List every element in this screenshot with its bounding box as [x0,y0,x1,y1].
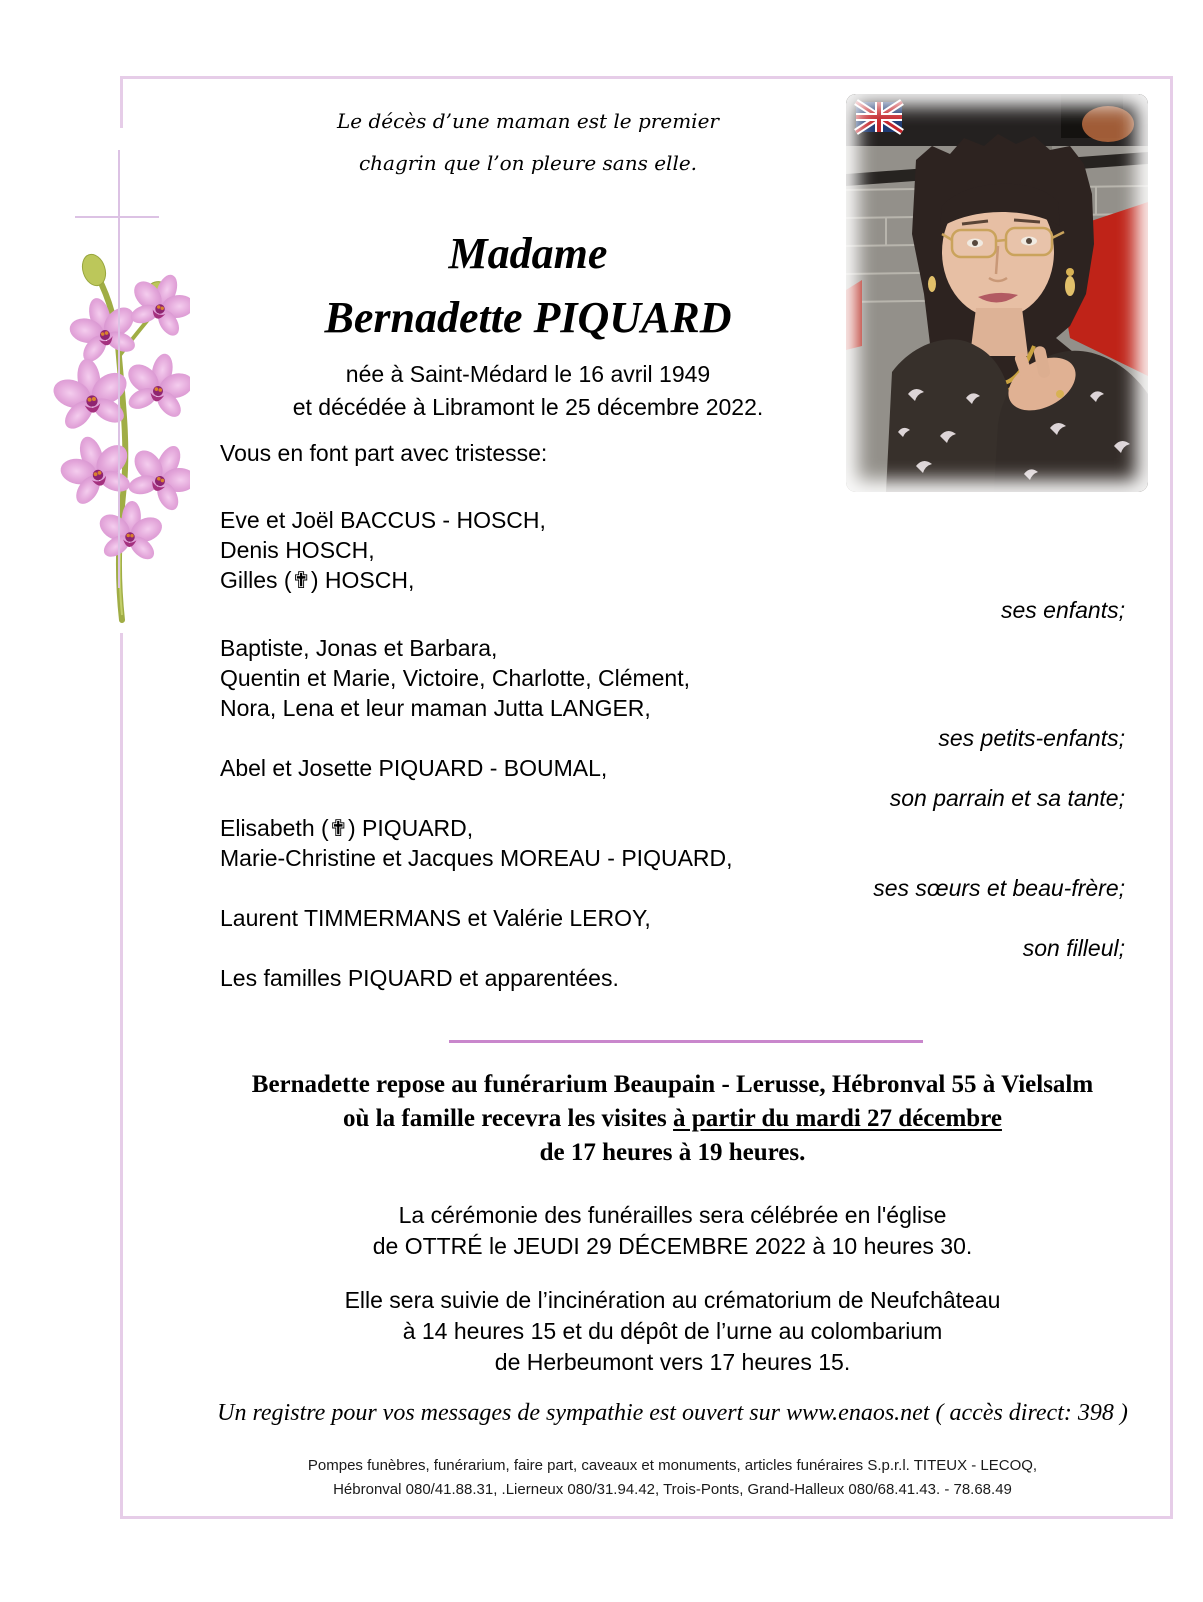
relation-label: son parrain et sa tante; [889,785,1125,811]
family-line: Denis HOSCH, [220,537,375,563]
wake-line-2-prefix: où la famille recevra les visites [343,1105,674,1132]
family-line: Gilles (✟) HOSCH, [220,567,415,593]
wake-line-3: de 17 heures à 19 heures. [539,1139,806,1166]
family-line: Marie-Christine et Jacques MOREAU - PIQUARD, [220,845,733,871]
family-line: Abel et Josette PIQUARD - BOUMAL, [220,755,608,781]
orchid-image [40,225,190,625]
wake-line-2 [160,1102,1185,1136]
family-line: Laurent TIMMERMANS et Valérie LEROY, [220,905,651,931]
wake-date-underlined: à partir du mardi 27 décembre [673,1105,1002,1132]
wake-info [160,1068,1185,1170]
decorative-horizontal-line [75,216,159,218]
family-group-related [220,963,1125,993]
birth-line: née à Saint-Médard le 16 avril 1949 [345,361,711,387]
cremation-line-3: de Herbeumont vers 17 heures 15. [494,1349,851,1375]
family-line: Les familles PIQUARD et apparentées. [220,965,619,991]
deceased-title [220,222,836,350]
family-group-children [220,505,1125,625]
relation-label: ses petits-enfants; [938,725,1125,751]
memorial-quote [220,100,836,184]
family-line: Baptiste, Jonas et Barbara, [220,635,498,661]
cremation-line-1: Elle sera suivie de l’incinération au crématorium de Neufchâteau [344,1287,1001,1313]
ceremony-info [220,1200,1125,1262]
family-group-grandchildren [220,633,1125,753]
family-line: Nora, Lena et leur maman Jutta LANGER, [220,695,651,721]
wake-line-1: Bernadette repose au funérarium Beaupain - Lerusse, Hébronval 55 à Vielsalm [251,1071,1094,1098]
footer-line-2: Hébronval 080/41.88.31, .Lierneux 080/31.94.42, Trois-Ponts, Grand-Halleux 080/68.41.43. - 78.68.49 [333,1481,1012,1498]
family-group-godson [220,903,1125,963]
quote-line-1: Le décès d’une maman est le premier [337,109,719,133]
death-line: et décédée à Libramont le 25 décembre 2022. [292,394,764,420]
footer-line-1: Pompes funèbres, funérarium, faire part, caveaux et monuments, articles funéraires S.p.r.l. TITEUX - LECOQ, [307,1457,1038,1474]
title-prefix: Madame [448,229,608,278]
family-group-godfather-aunt [220,753,1125,813]
family-line: Quentin et Marie, Victoire, Charlotte, Clément, [220,665,691,691]
relation-label: son filleul; [1022,935,1125,961]
cremation-info [220,1285,1125,1378]
funeral-home-footer [220,1454,1125,1502]
announcement-intro: Vous en font part avec tristesse: [220,440,548,466]
vital-dates [220,358,836,424]
portrait-photo [846,94,1148,492]
condolence-register-line: Un registre pour vos messages de sympathie est ouvert sur www.enaos.net ( accès direct: 398 ) [217,1400,1128,1426]
relation-label: ses enfants; [1000,597,1125,623]
ceremony-line-2: de OTTRÉ le JEUDI 29 DÉCEMBRE 2022 à 10 heures 30. [372,1233,973,1259]
family-group-sisters [220,813,1125,903]
ceremony-line-1: La cérémonie des funérailles sera célébrée en l'église [398,1202,947,1228]
cremation-line-2: à 14 heures 15 et du dépôt de l’urne au colombarium [402,1318,943,1344]
relation-label: ses sœurs et beau-frère; [873,875,1125,901]
family-section [220,438,1125,993]
family-line: Elisabeth (✟) PIQUARD, [220,815,474,841]
quote-line-2: chagrin que l’on pleure sans elle. [358,151,698,175]
family-line: Eve et Joël BACCUS - HOSCH, [220,507,546,533]
deceased-name: Bernadette PIQUARD [324,293,732,342]
section-divider-line [449,1040,923,1043]
